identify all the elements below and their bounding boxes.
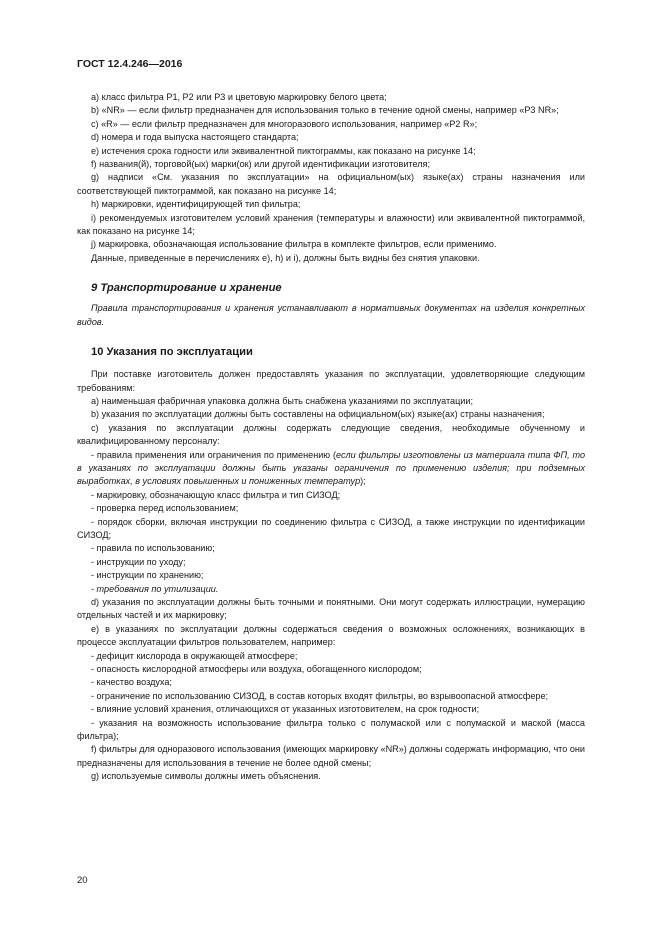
section-10-title: 10 Указания по эксплуатации: [91, 346, 253, 359]
list-item: h) маркировки, идентифицирующей тип фильтра;: [91, 199, 301, 210]
list-item: - проверка перед использованием;: [91, 503, 239, 514]
section-9-title: 9 Транспортирование и хранение: [91, 282, 282, 295]
list-item: i) рекомендуемых изготовителем условий хранения (температуры и влажности) или эквивалентной пиктограммой, как показано на рисунке 14;: [77, 212, 585, 237]
list-item: e) в указаниях по эксплуатации должны содержаться сведения о возможных осложнениях, возникающих в процессе эксплуатации фильтров пользователем, например:: [77, 623, 585, 648]
document-header: ГОСТ 12.4.246—2016: [77, 58, 183, 70]
list-item: - опасность кислородной атмосферы или воздуха, обогащенного кислородом;: [91, 664, 422, 675]
section-9-text: Правила транспортирования и хранения устанавливают в нормативных документах на изделия конкретных видов.: [77, 303, 585, 327]
list-item: c) «R» — если фильтр предназначен для многоразового использования, например «P2 R»;: [91, 118, 478, 129]
section-10-body: [77, 368, 585, 784]
text-span: );: [360, 476, 366, 487]
list-item: - ограничение по использованию СИЗОД, в состав которых входят фильтры, во взрывоопасной атмосфере;: [91, 690, 549, 701]
page-number: 20: [77, 875, 88, 886]
list-item: g) надписи «См. указания по эксплуатации» на официальном(ых) языке(ах) страны назначения или соответствующей пиктограммой, как показано на рисунке 14;: [77, 172, 585, 196]
list-item: g) используемые символы должны иметь объяснения.: [91, 771, 321, 782]
list-item: - влияние условий хранения, отличающихся от указанных изготовителем, на срок годности;: [91, 704, 480, 715]
list-item: a) класс фильтра P1, P2 или P3 и цветовую маркировку белого цвета;: [91, 92, 387, 102]
list-item: - требования по утилизации.: [91, 583, 219, 594]
list-item: - качество воздуха;: [91, 677, 172, 688]
marking-list: [77, 91, 585, 265]
list-item: d) номера и года выпуска настоящего стандарта;: [91, 132, 299, 143]
list-item: e) истечения срока годности или эквивалентной пиктограммы, как показано на рисунке 14;: [91, 145, 476, 156]
list-item: f) названия(й), торговой(ых) марки(ок) или другой идентификации изготовителя;: [91, 159, 430, 170]
document-page: [77, 58, 585, 784]
list-item: c) указания по эксплуатации должны содержать следующие сведения, необходимые обученному и квалифицированному персоналу:: [77, 422, 585, 447]
italic-span: если фильтры изготовлены из материала типа ФП, то в указаниях по эксплуатации должны быть указаны ограничения по применению изделия; при подземных выработках, в условиях повышенных и пониженных температур: [77, 449, 586, 487]
list-item: [77, 449, 585, 489]
list-item: b) «NR» — если фильтр предназначен для использования только в течение одной смены, например «P3 NR»;: [91, 105, 559, 116]
list-note: Данные, приведенные в перечислениях е), h) и i), должны быть видны без снятия упаковки.: [91, 252, 480, 263]
list-item: - дефицит кислорода в окружающей атмосфере;: [91, 650, 298, 661]
list-item: - порядок сборки, включая инструкции по соединению фильтра с СИЗОД, а также инструкции по идентификации СИЗОД;: [77, 516, 585, 540]
text-span: - правила применения или ограничения по применению (: [91, 449, 336, 460]
list-item: - инструкции по уходу;: [91, 556, 186, 567]
list-item: d) указания по эксплуатации должны быть точными и понятными. Они могут содержать иллюстрации, нумерацию отдельных частей и их маркировку;: [77, 597, 585, 621]
list-item: - инструкции по хранению;: [91, 570, 204, 581]
section-10-intro: При поставке изготовитель должен предоставлять указания по эксплуатации, удовлетворяющие следующим требованиям:: [77, 369, 585, 393]
list-item: a) наименьшая фабричная упаковка должна быть снабжена указаниями по эксплуатации;: [91, 395, 473, 406]
list-item: - правила по использованию;: [91, 543, 215, 554]
list-item: - маркировку, обозначающую класс фильтра и тип СИЗОД;: [91, 489, 341, 500]
list-item: b) указания по эксплуатации должны быть составлены на официальном(ых) языке(ах) страны назначения;: [91, 409, 545, 420]
list-item: - указания на возможность использование фильтра только с полумаской или с полумаской и маской (масса фильтра);: [77, 717, 585, 742]
list-item: j) маркировка, обозначающая использование фильтра в комплекте фильтров, если применимо.: [91, 239, 497, 250]
list-item: f) фильтры для одноразового использования (имеющих маркировку «NR») должны содержать информацию, что они предназначены для использования в течение не более одной смены;: [77, 744, 585, 768]
